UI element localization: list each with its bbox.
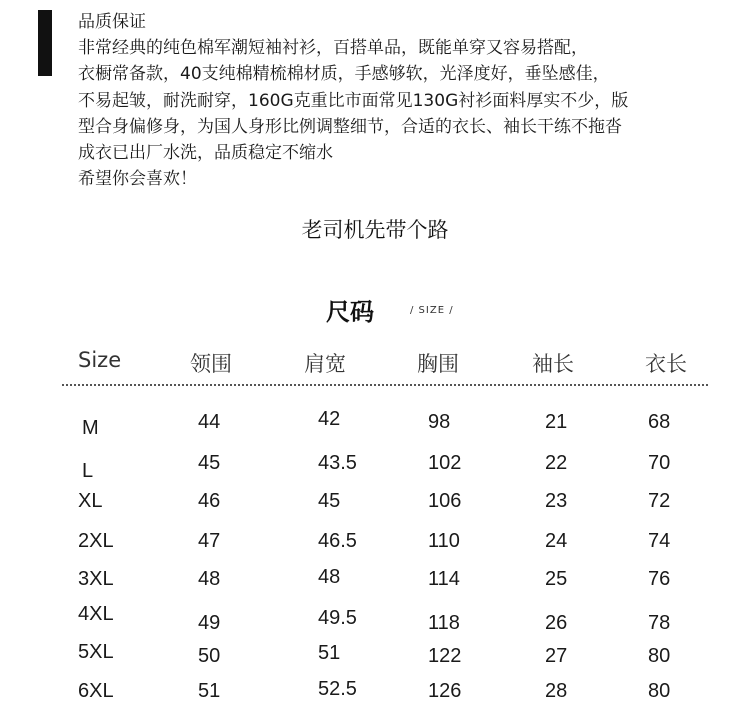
cell-collar: 45 (198, 452, 221, 474)
cell-chest: 118 (428, 612, 460, 634)
cell-shoulder: 51 (318, 642, 341, 664)
cell-length: 80 (648, 645, 671, 667)
cell-chest: 122 (428, 645, 462, 667)
cell-chest: 126 (428, 680, 462, 702)
cell-sleeve: 26 (545, 612, 568, 634)
cell-size: XL (78, 490, 103, 512)
cell-size: 2XL (78, 530, 114, 552)
column-header-length: 衣长 (645, 352, 687, 376)
cell-shoulder: 46.5 (318, 530, 357, 552)
cell-size: 4XL (78, 603, 114, 625)
cell-chest: 98 (428, 411, 451, 433)
cell-shoulder: 45 (318, 490, 341, 512)
cell-size: 6XL (78, 680, 114, 702)
quality-line: 不易起皱，耐洗耐穿，160G克重比市面常见130G衬衫面料厚实不少，版 (78, 90, 629, 111)
cell-chest: 110 (428, 530, 460, 552)
cell-collar: 49 (198, 612, 221, 634)
cell-length: 68 (648, 411, 671, 433)
cell-collar: 51 (198, 680, 221, 702)
cell-size: 5XL (78, 641, 114, 663)
column-header-shoulder: 肩宽 (304, 352, 346, 376)
cell-length: 78 (648, 612, 671, 634)
cell-collar: 44 (198, 411, 221, 433)
size-subheading: / SIZE / (410, 305, 454, 316)
cell-collar: 46 (198, 490, 221, 512)
quality-title: 品质保证 (78, 12, 146, 32)
cell-length: 76 (648, 568, 671, 590)
cell-collar: 47 (198, 530, 221, 552)
quality-line: 型合身偏修身，为国人身形比例调整细节，合适的衣长、袖长干练不拖沓 (78, 116, 622, 137)
quality-line: 衣橱常备款，40支纯棉精梳棉材质，手感够软，光泽度好，垂坠感佳， (78, 64, 610, 85)
quality-line: 非常经典的纯色棉军潮短袖衬衫，百搭单品，既能单穿又容易搭配， (78, 38, 588, 59)
cell-chest: 114 (428, 568, 460, 590)
column-header-sleeve: 袖长 (532, 352, 574, 376)
quality-description (78, 9, 738, 192)
cell-length: 80 (648, 680, 671, 702)
column-header-chest: 胸围 (417, 352, 459, 376)
cell-sleeve: 28 (545, 680, 568, 702)
column-header-size: Size (78, 348, 122, 372)
cell-length: 72 (648, 490, 671, 512)
cell-size: M (82, 417, 99, 439)
cell-sleeve: 23 (545, 490, 568, 512)
column-header-collar: 领围 (190, 352, 232, 376)
quality-closing: 希望你会喜欢！ (78, 169, 197, 190)
cell-sleeve: 25 (545, 568, 568, 590)
cell-shoulder: 43.5 (318, 452, 357, 474)
cell-sleeve: 27 (545, 645, 568, 667)
cell-sleeve: 24 (545, 530, 568, 552)
cell-shoulder: 49.5 (318, 607, 357, 629)
cell-size: L (82, 460, 94, 482)
cell-chest: 102 (428, 452, 462, 474)
cell-chest: 106 (428, 490, 462, 512)
cell-shoulder: 42 (318, 408, 341, 430)
accent-bar (38, 10, 52, 76)
cell-shoulder: 52.5 (318, 678, 357, 700)
slogan: 老司机先带个路 (301, 218, 449, 242)
cell-size: 3XL (78, 568, 114, 590)
cell-length: 74 (648, 530, 671, 552)
header-divider (62, 384, 708, 386)
cell-shoulder: 48 (318, 566, 341, 588)
cell-sleeve: 22 (545, 452, 568, 474)
cell-collar: 50 (198, 645, 221, 667)
cell-collar: 48 (198, 568, 221, 590)
cell-sleeve: 21 (545, 411, 568, 433)
cell-length: 70 (648, 452, 671, 474)
quality-line: 成衣已出厂水洗，品质稳定不缩水 (78, 143, 333, 164)
size-heading: 尺码 (326, 298, 374, 326)
